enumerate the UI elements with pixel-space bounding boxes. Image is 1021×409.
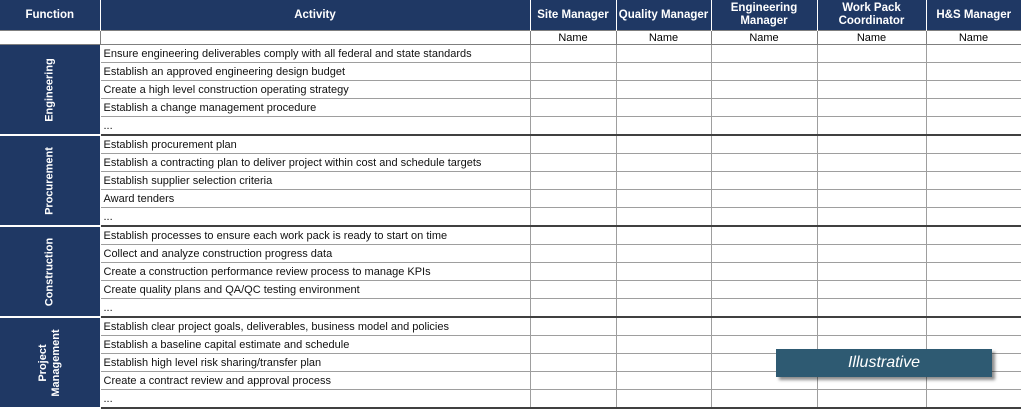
- role-cell[interactable]: [817, 190, 926, 208]
- activity-cell: Establish a baseline capital estimate and schedule: [100, 336, 530, 354]
- function-label: Construction: [43, 237, 56, 306]
- table-row: [0, 45, 1021, 63]
- function-label: Procurement: [43, 146, 56, 215]
- role-cell[interactable]: [616, 372, 711, 390]
- role-cell[interactable]: [926, 263, 1021, 281]
- role-cell[interactable]: [530, 226, 616, 245]
- role-cell[interactable]: [530, 245, 616, 263]
- name-cell[interactable]: Name: [616, 31, 711, 45]
- role-cell[interactable]: [711, 117, 817, 136]
- role-cell[interactable]: [711, 317, 817, 336]
- role-cell[interactable]: [926, 208, 1021, 227]
- role-cell[interactable]: [926, 245, 1021, 263]
- role-cell[interactable]: [616, 354, 711, 372]
- role-cell[interactable]: [616, 135, 711, 154]
- role-cell[interactable]: [926, 99, 1021, 117]
- role-cell[interactable]: [530, 135, 616, 154]
- role-cell[interactable]: [616, 154, 711, 172]
- role-cell[interactable]: [817, 45, 926, 63]
- activity-cell: Establish supplier selection criteria: [100, 172, 530, 190]
- role-cell[interactable]: [616, 317, 711, 336]
- role-cell[interactable]: [711, 45, 817, 63]
- table-row: [0, 99, 1021, 117]
- role-cell[interactable]: [711, 281, 817, 299]
- role-cell[interactable]: [817, 99, 926, 117]
- role-cell[interactable]: [926, 172, 1021, 190]
- role-cell[interactable]: [711, 154, 817, 172]
- role-header: Engineering Manager: [711, 0, 817, 31]
- function-cell: [0, 45, 100, 136]
- role-cell[interactable]: [926, 226, 1021, 245]
- header-row: [0, 0, 1021, 31]
- function-cell: [0, 317, 100, 408]
- role-cell[interactable]: [817, 172, 926, 190]
- role-cell[interactable]: [926, 154, 1021, 172]
- role-cell[interactable]: [926, 317, 1021, 336]
- activity-cell: Establish an approved engineering design budget: [100, 63, 530, 81]
- name-cell[interactable]: Name: [817, 31, 926, 45]
- role-cell[interactable]: [817, 117, 926, 136]
- function-label: Engineering: [43, 57, 56, 122]
- role-cell[interactable]: [817, 226, 926, 245]
- table-row: [0, 154, 1021, 172]
- role-cell[interactable]: [817, 154, 926, 172]
- activity-cell: Collect and analyze construction progress data: [100, 245, 530, 263]
- role-cell[interactable]: [530, 299, 616, 318]
- role-cell[interactable]: [711, 208, 817, 227]
- table-row: [0, 317, 1021, 336]
- activity-header: Activity: [100, 0, 530, 31]
- role-cell[interactable]: [711, 99, 817, 117]
- role-cell[interactable]: [530, 263, 616, 281]
- role-cell[interactable]: [711, 172, 817, 190]
- activity-cell: Ensure engineering deliverables comply with all federal and state standards: [100, 45, 530, 63]
- function-label: Project Management: [36, 328, 62, 397]
- role-cell[interactable]: [530, 372, 616, 390]
- role-header: Site Manager: [530, 0, 616, 31]
- table-row: [0, 226, 1021, 245]
- role-cell[interactable]: [616, 281, 711, 299]
- role-cell[interactable]: [530, 117, 616, 136]
- role-cell[interactable]: [616, 226, 711, 245]
- role-cell[interactable]: [817, 317, 926, 336]
- role-cell[interactable]: [817, 263, 926, 281]
- table-row: [0, 117, 1021, 136]
- role-cell[interactable]: [530, 154, 616, 172]
- role-cell[interactable]: [530, 354, 616, 372]
- role-cell[interactable]: [530, 281, 616, 299]
- role-cell[interactable]: [817, 208, 926, 227]
- role-cell[interactable]: [926, 281, 1021, 299]
- role-cell[interactable]: [926, 135, 1021, 154]
- role-cell[interactable]: [530, 63, 616, 81]
- name-cell[interactable]: Name: [926, 31, 1021, 45]
- table-row: [0, 299, 1021, 318]
- role-cell[interactable]: [711, 226, 817, 245]
- role-cell[interactable]: [817, 63, 926, 81]
- role-cell[interactable]: [530, 317, 616, 336]
- activity-cell: Establish a contracting plan to deliver project within cost and schedule targets: [100, 154, 530, 172]
- role-cell[interactable]: [616, 172, 711, 190]
- role-cell[interactable]: [530, 99, 616, 117]
- role-cell[interactable]: [711, 81, 817, 99]
- role-cell[interactable]: [530, 172, 616, 190]
- role-cell[interactable]: [711, 263, 817, 281]
- role-cell[interactable]: [817, 245, 926, 263]
- activity-cell: ...: [100, 390, 530, 409]
- role-cell[interactable]: [926, 81, 1021, 99]
- role-header: Quality Manager: [616, 0, 711, 31]
- table-row: [0, 208, 1021, 227]
- activity-cell: Create a high level construction operating strategy: [100, 81, 530, 99]
- activity-cell: Establish high level risk sharing/transfer plan: [100, 354, 530, 372]
- activity-cell: Create quality plans and QA/QC testing environment: [100, 281, 530, 299]
- role-cell[interactable]: [616, 336, 711, 354]
- role-cell[interactable]: [817, 390, 926, 409]
- activity-cell: Establish procurement plan: [100, 135, 530, 154]
- name-cell[interactable]: Name: [711, 31, 817, 45]
- role-cell[interactable]: [616, 99, 711, 117]
- activity-cell: Establish clear project goals, deliverables, business model and policies: [100, 317, 530, 336]
- role-cell[interactable]: [616, 208, 711, 227]
- activity-cell: Award tenders: [100, 190, 530, 208]
- table-row: [0, 390, 1021, 409]
- name-row: [0, 31, 1021, 45]
- role-cell[interactable]: [926, 63, 1021, 81]
- role-cell[interactable]: [926, 390, 1021, 409]
- function-cell: [0, 226, 100, 317]
- role-cell[interactable]: [926, 299, 1021, 318]
- table-row: [0, 81, 1021, 99]
- blank-cell: [0, 31, 100, 45]
- table-row: [0, 172, 1021, 190]
- function-header: Function: [0, 0, 100, 31]
- table-row: [0, 63, 1021, 81]
- activity-cell: Establish processes to ensure each work pack is ready to start on time: [100, 226, 530, 245]
- role-cell[interactable]: [616, 245, 711, 263]
- table-row: [0, 245, 1021, 263]
- role-cell[interactable]: [926, 117, 1021, 136]
- role-cell[interactable]: [616, 81, 711, 99]
- role-cell[interactable]: [616, 190, 711, 208]
- role-cell[interactable]: [530, 208, 616, 227]
- role-cell[interactable]: [817, 299, 926, 318]
- activity-cell: ...: [100, 299, 530, 318]
- role-header: Work Pack Coordinator: [817, 0, 926, 31]
- activity-cell: Create a construction performance review process to manage KPIs: [100, 263, 530, 281]
- table-row: [0, 263, 1021, 281]
- role-header: H&S Manager: [926, 0, 1021, 31]
- role-cell[interactable]: [817, 81, 926, 99]
- role-cell[interactable]: [817, 135, 926, 154]
- role-cell[interactable]: [530, 390, 616, 409]
- role-cell[interactable]: [616, 390, 711, 409]
- role-cell[interactable]: [711, 390, 817, 409]
- role-cell[interactable]: [530, 81, 616, 99]
- role-cell[interactable]: [530, 190, 616, 208]
- role-cell[interactable]: [616, 45, 711, 63]
- role-cell[interactable]: [711, 299, 817, 318]
- blank-cell: [100, 31, 530, 45]
- table-row: [0, 281, 1021, 299]
- role-cell[interactable]: [711, 63, 817, 81]
- role-cell[interactable]: [616, 299, 711, 318]
- role-cell[interactable]: [616, 117, 711, 136]
- activity-cell: ...: [100, 117, 530, 136]
- role-cell[interactable]: [926, 45, 1021, 63]
- role-cell[interactable]: [711, 190, 817, 208]
- table-row: [0, 190, 1021, 208]
- activity-cell: ...: [100, 208, 530, 227]
- function-cell: [0, 135, 100, 226]
- role-cell[interactable]: [616, 263, 711, 281]
- role-cell[interactable]: [616, 63, 711, 81]
- role-cell[interactable]: [530, 45, 616, 63]
- illustrative-stamp: Illustrative: [776, 349, 992, 377]
- role-cell[interactable]: [926, 190, 1021, 208]
- role-cell[interactable]: [530, 336, 616, 354]
- activity-cell: Establish a change management procedure: [100, 99, 530, 117]
- role-cell[interactable]: [711, 245, 817, 263]
- name-cell[interactable]: Name: [530, 31, 616, 45]
- table-row: [0, 135, 1021, 154]
- role-cell[interactable]: [817, 281, 926, 299]
- activity-cell: Create a contract review and approval process: [100, 372, 530, 390]
- role-cell[interactable]: [711, 135, 817, 154]
